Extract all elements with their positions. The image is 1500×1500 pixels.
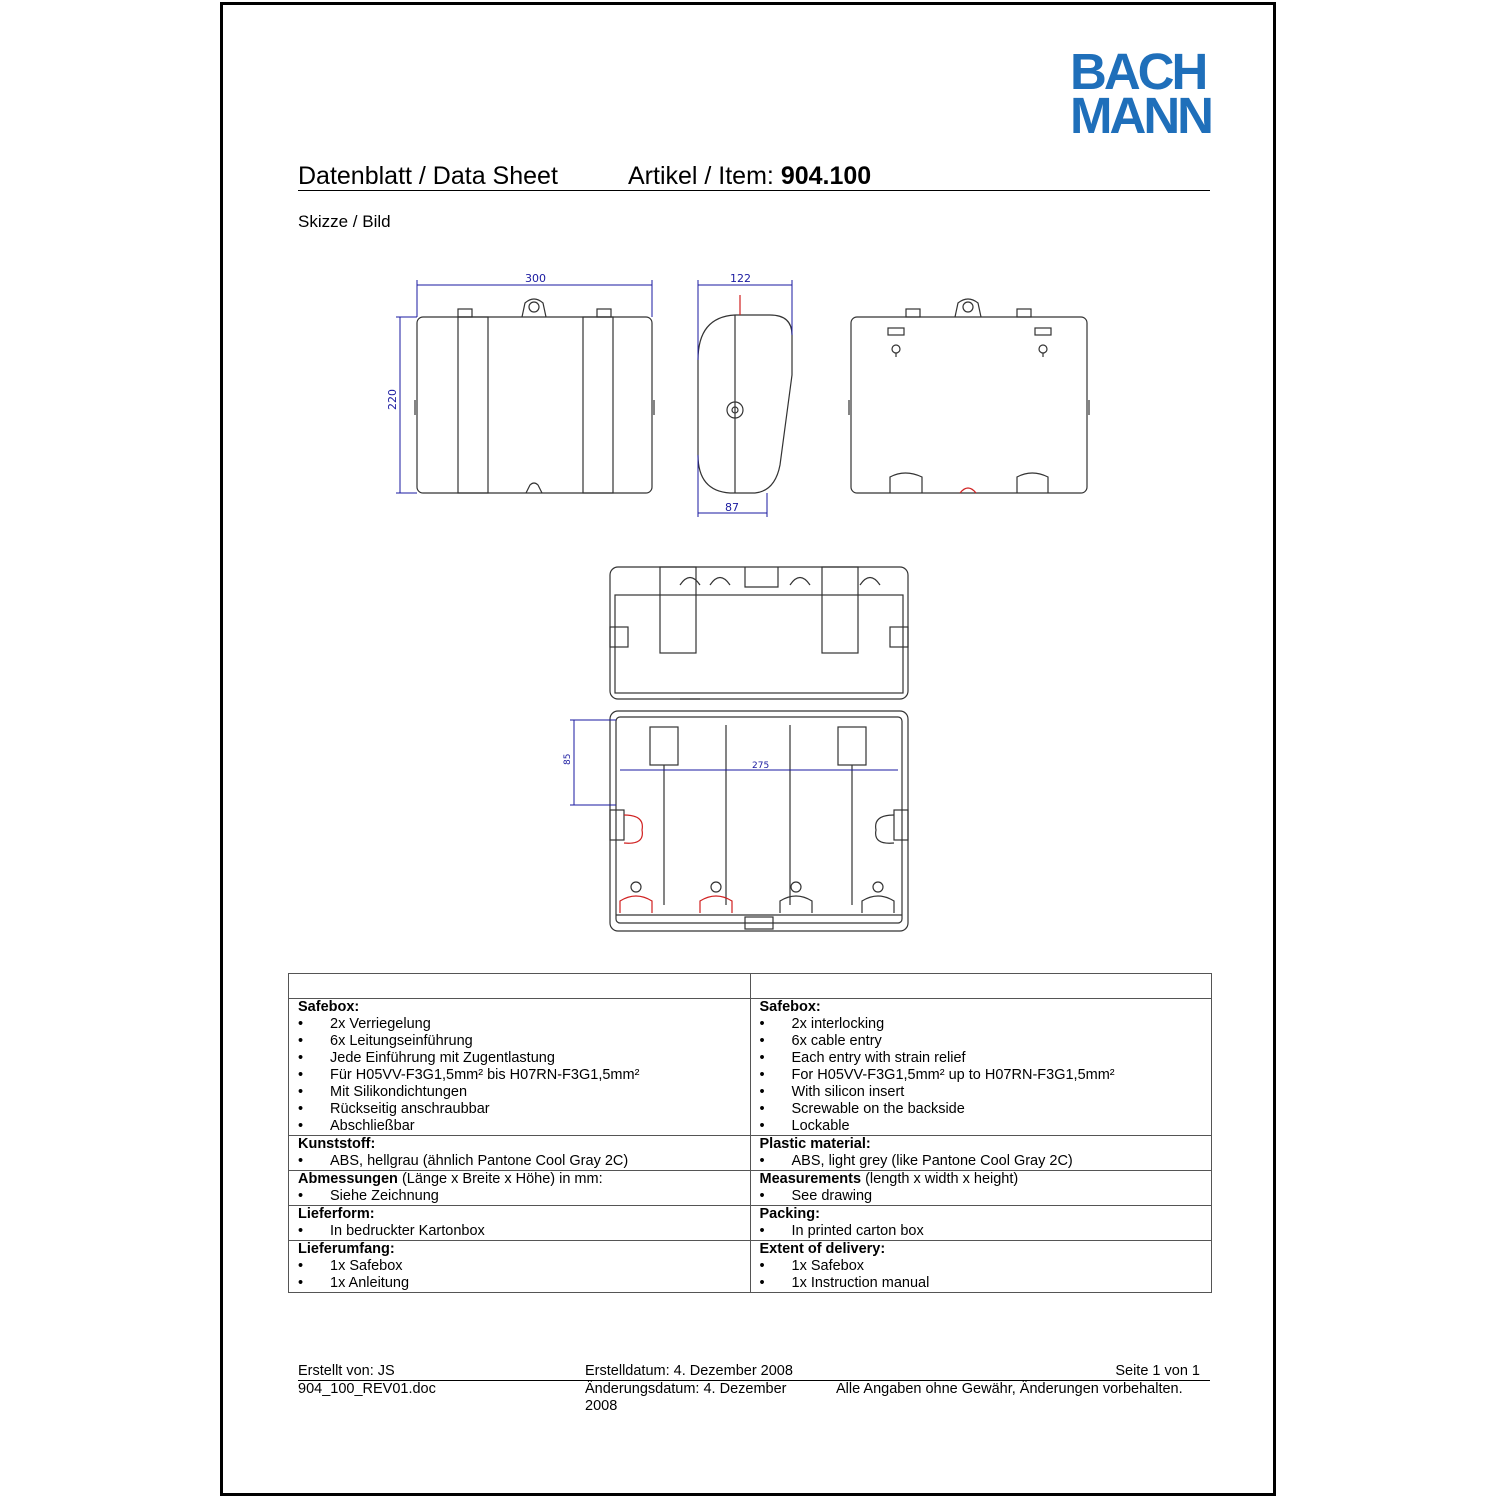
section-title: Lieferform:	[298, 1206, 375, 1222]
section-title: Measurements	[759, 1171, 862, 1187]
item-title	[628, 162, 871, 191]
section-title: Safebox:	[759, 999, 821, 1015]
section-title-suffix: (Länge x Breite x Höhe) in mm:	[397, 1171, 603, 1187]
side-view	[698, 295, 792, 493]
spec-de-delivery	[289, 1241, 751, 1293]
spec-de-material	[289, 1136, 751, 1171]
spec-header-row	[289, 974, 1212, 999]
section-title: Kunststoff:	[298, 1136, 376, 1152]
created-date: Erstelldatum: 4. Dezember 2008	[585, 1363, 793, 1379]
list-item: • Jede Einführung mit Zugentlastung	[298, 1050, 742, 1067]
spec-de-dimensions	[289, 1171, 751, 1206]
section-label: Skizze / Bild	[298, 212, 391, 231]
spec-row-material	[289, 1136, 1212, 1171]
created-by: Erstellt von: JS	[298, 1363, 395, 1379]
footer	[298, 1363, 1210, 1421]
list-item: • In bedruckter Kartonbox	[298, 1223, 742, 1240]
title-row	[298, 160, 1210, 191]
dim-width-label: 300	[525, 272, 546, 285]
base-view	[610, 711, 908, 931]
section-title: Packing:	[759, 1206, 820, 1222]
list-item: • Screwable on the backside	[760, 1101, 1204, 1118]
lid-view	[610, 567, 908, 699]
list-item: • ABS, hellgrau (ähnlich Pantone Cool Gray 2C)	[298, 1153, 742, 1170]
spec-row-dimensions	[289, 1171, 1212, 1206]
spec-en-safebox	[750, 999, 1212, 1136]
technical-drawing	[380, 265, 1120, 945]
list-item: • Each entry with strain relief	[760, 1050, 1204, 1067]
dim-inner-height-label: 85	[563, 753, 573, 765]
list-item: • In printed carton box	[760, 1223, 1204, 1240]
spec-table	[288, 973, 1212, 1293]
spec-en-dimensions	[750, 1171, 1212, 1206]
list-item: • See drawing	[760, 1188, 1204, 1205]
back-view	[849, 299, 1089, 493]
bachmann-logo	[1070, 43, 1211, 150]
front-view	[415, 299, 654, 493]
section-title: Abmessungen	[298, 1171, 398, 1187]
list-item: • 1x Instruction manual	[760, 1275, 1204, 1292]
dim-height-label: 220	[386, 389, 399, 410]
spec-en-packing	[750, 1206, 1212, 1241]
list-item: • Mit Silikondichtungen	[298, 1084, 742, 1101]
dimension-lines	[396, 280, 898, 805]
list-item: • For H05VV-F3G1,5mm² up to H07RN-F3G1,5mm²	[760, 1067, 1204, 1084]
list-item: • Lockable	[760, 1118, 1204, 1135]
section-title: Lieferumfang:	[298, 1241, 395, 1257]
modified-date: Änderungsdatum: 4. Dezember 2008	[585, 1381, 787, 1414]
list-item: • Abschließbar	[298, 1118, 742, 1135]
disclaimer: Alle Angaben ohne Gewähr, Änderungen vorbehalten.	[836, 1381, 1183, 1397]
list-item: • Siehe Zeichnung	[298, 1188, 742, 1205]
spec-en-material	[750, 1136, 1212, 1171]
list-item: • 1x Safebox	[298, 1258, 742, 1275]
logo-line-2: MANN	[1070, 87, 1211, 144]
dim-inner-width-label: 275	[752, 761, 770, 771]
page-title: Datenblatt / Data Sheet	[298, 162, 558, 190]
section-title: Safebox:	[298, 999, 360, 1015]
item-number: 904.100	[780, 162, 872, 190]
spec-de-packing	[289, 1206, 751, 1241]
spec-row-safebox	[289, 999, 1212, 1136]
section-title-suffix: (length x width x height)	[861, 1171, 1019, 1187]
list-item: • 2x interlocking	[760, 1016, 1204, 1033]
list-item: • With silicon insert	[760, 1084, 1204, 1101]
list-item: • Rückseitig anschraubbar	[298, 1101, 742, 1118]
list-item: • ABS, light grey (like Pantone Cool Gray 2C)	[760, 1153, 1204, 1170]
dim-depth-top-label: 122	[730, 272, 751, 285]
spec-de-safebox	[289, 999, 751, 1136]
page-number: Seite 1 von 1	[1115, 1363, 1200, 1379]
list-item: • 6x Leitungseinführung	[298, 1033, 742, 1050]
list-item: • 2x Verriegelung	[298, 1016, 742, 1033]
list-item: • Für H05VV-F3G1,5mm² bis H07RN-F3G1,5mm²	[298, 1067, 742, 1084]
spec-row-packing	[289, 1206, 1212, 1241]
spec-en-delivery	[750, 1241, 1212, 1293]
item-prefix: Artikel / Item:	[628, 162, 781, 190]
logo-line-1: BACH	[1070, 43, 1206, 100]
dim-depth-bottom-label: 87	[725, 501, 739, 514]
spec-row-delivery	[289, 1241, 1212, 1293]
list-item: • 1x Safebox	[760, 1258, 1204, 1275]
list-item: • 6x cable entry	[760, 1033, 1204, 1050]
file-name: 904_100_REV01.doc	[298, 1381, 436, 1397]
list-item: • 1x Anleitung	[298, 1275, 742, 1292]
section-title: Extent of delivery:	[759, 1241, 886, 1257]
section-title: Plastic material:	[759, 1136, 871, 1152]
